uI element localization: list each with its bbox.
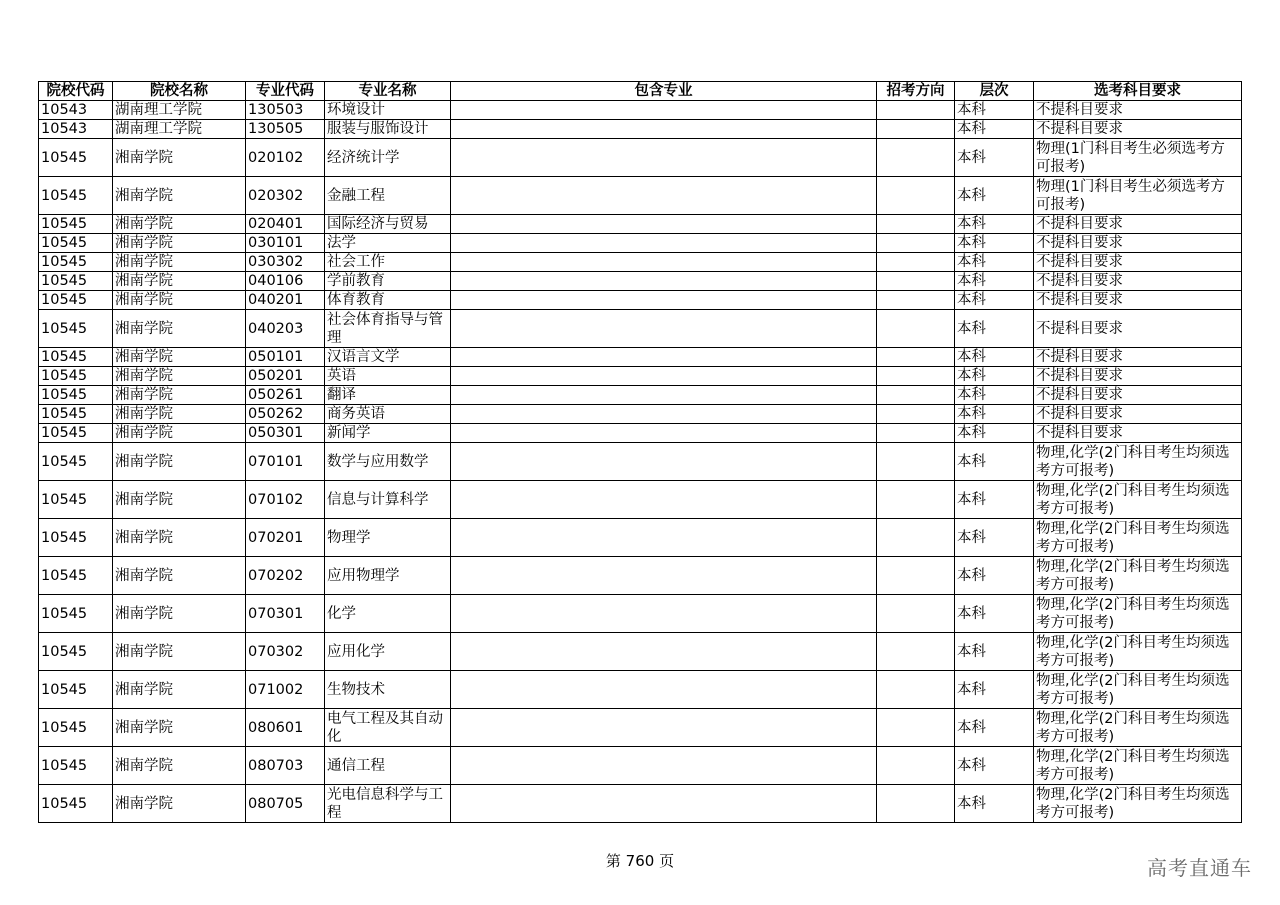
cell-major-name: 应用化学 bbox=[325, 633, 451, 671]
cell-major-code: 020401 bbox=[246, 215, 325, 234]
cell-level: 本科 bbox=[955, 386, 1034, 405]
cell-included-majors bbox=[451, 405, 877, 424]
cell-major-name: 商务英语 bbox=[325, 405, 451, 424]
cell-included-majors bbox=[451, 424, 877, 443]
cell-major-code: 070302 bbox=[246, 633, 325, 671]
table-row bbox=[39, 367, 1242, 386]
table-row bbox=[39, 348, 1242, 367]
cell-subject-requirement: 不提科目要求 bbox=[1034, 234, 1242, 253]
cell-school-code: 10545 bbox=[39, 367, 113, 386]
cell-direction bbox=[877, 405, 955, 424]
cell-level: 本科 bbox=[955, 671, 1034, 709]
cell-school-code: 10545 bbox=[39, 785, 113, 823]
cell-subject-requirement: 物理,化学(2门科目考生均须选考方可报考) bbox=[1034, 595, 1242, 633]
cell-subject-requirement: 不提科目要求 bbox=[1034, 367, 1242, 386]
cell-school-name: 湘南学院 bbox=[113, 633, 246, 671]
admissions-table bbox=[38, 81, 1242, 823]
cell-included-majors bbox=[451, 272, 877, 291]
header-major-code: 专业代码 bbox=[246, 82, 325, 101]
cell-major-name: 体育教育 bbox=[325, 291, 451, 310]
cell-school-name: 湘南学院 bbox=[113, 785, 246, 823]
cell-school-name: 湘南学院 bbox=[113, 443, 246, 481]
cell-school-name: 湘南学院 bbox=[113, 424, 246, 443]
cell-school-name: 湘南学院 bbox=[113, 709, 246, 747]
cell-direction bbox=[877, 519, 955, 557]
cell-included-majors bbox=[451, 120, 877, 139]
cell-included-majors bbox=[451, 785, 877, 823]
cell-subject-requirement: 物理,化学(2门科目考生均须选考方可报考) bbox=[1034, 671, 1242, 709]
cell-included-majors bbox=[451, 253, 877, 272]
watermark: 高考直通车 bbox=[1147, 856, 1252, 880]
header-subject-requirement: 选考科目要求 bbox=[1034, 82, 1242, 101]
cell-subject-requirement: 不提科目要求 bbox=[1034, 348, 1242, 367]
cell-direction bbox=[877, 481, 955, 519]
cell-level: 本科 bbox=[955, 234, 1034, 253]
cell-school-code: 10545 bbox=[39, 519, 113, 557]
cell-direction bbox=[877, 367, 955, 386]
cell-level: 本科 bbox=[955, 557, 1034, 595]
cell-major-code: 070102 bbox=[246, 481, 325, 519]
cell-school-name: 湖南理工学院 bbox=[113, 120, 246, 139]
cell-major-code: 070301 bbox=[246, 595, 325, 633]
table-row bbox=[39, 443, 1242, 481]
cell-level: 本科 bbox=[955, 120, 1034, 139]
cell-included-majors bbox=[451, 557, 877, 595]
page-number: 第 760 页 bbox=[605, 852, 675, 870]
cell-major-name: 翻译 bbox=[325, 386, 451, 405]
cell-level: 本科 bbox=[955, 310, 1034, 348]
cell-school-name: 湘南学院 bbox=[113, 310, 246, 348]
cell-major-code: 050261 bbox=[246, 386, 325, 405]
cell-school-code: 10543 bbox=[39, 120, 113, 139]
table-row bbox=[39, 785, 1242, 823]
cell-included-majors bbox=[451, 481, 877, 519]
cell-direction bbox=[877, 291, 955, 310]
table-row bbox=[39, 310, 1242, 348]
cell-major-name: 信息与计算科学 bbox=[325, 481, 451, 519]
cell-major-name: 经济统计学 bbox=[325, 139, 451, 177]
cell-level: 本科 bbox=[955, 595, 1034, 633]
table-row bbox=[39, 291, 1242, 310]
cell-included-majors bbox=[451, 139, 877, 177]
cell-level: 本科 bbox=[955, 405, 1034, 424]
cell-major-code: 071002 bbox=[246, 671, 325, 709]
table-row bbox=[39, 633, 1242, 671]
cell-school-name: 湘南学院 bbox=[113, 291, 246, 310]
cell-school-name: 湘南学院 bbox=[113, 595, 246, 633]
cell-school-code: 10545 bbox=[39, 747, 113, 785]
cell-subject-requirement: 不提科目要求 bbox=[1034, 120, 1242, 139]
cell-school-name: 湘南学院 bbox=[113, 405, 246, 424]
header-level: 层次 bbox=[955, 82, 1034, 101]
cell-school-code: 10545 bbox=[39, 310, 113, 348]
table-row bbox=[39, 139, 1242, 177]
cell-school-name: 湘南学院 bbox=[113, 386, 246, 405]
cell-school-name: 湘南学院 bbox=[113, 519, 246, 557]
cell-major-code: 130503 bbox=[246, 101, 325, 120]
cell-school-code: 10545 bbox=[39, 443, 113, 481]
cell-subject-requirement: 不提科目要求 bbox=[1034, 291, 1242, 310]
cell-major-code: 020302 bbox=[246, 177, 325, 215]
header-major-name: 专业名称 bbox=[325, 82, 451, 101]
cell-school-name: 湘南学院 bbox=[113, 215, 246, 234]
cell-subject-requirement: 物理,化学(2门科目考生均须选考方可报考) bbox=[1034, 519, 1242, 557]
cell-direction bbox=[877, 101, 955, 120]
cell-subject-requirement: 不提科目要求 bbox=[1034, 272, 1242, 291]
cell-major-code: 030302 bbox=[246, 253, 325, 272]
cell-subject-requirement: 物理,化学(2门科目考生均须选考方可报考) bbox=[1034, 557, 1242, 595]
table-row bbox=[39, 215, 1242, 234]
table-row bbox=[39, 481, 1242, 519]
table-row bbox=[39, 709, 1242, 747]
cell-level: 本科 bbox=[955, 747, 1034, 785]
cell-school-name: 湘南学院 bbox=[113, 253, 246, 272]
cell-school-code: 10545 bbox=[39, 405, 113, 424]
cell-major-code: 070202 bbox=[246, 557, 325, 595]
cell-major-name: 电气工程及其自动化 bbox=[325, 709, 451, 747]
cell-level: 本科 bbox=[955, 101, 1034, 120]
cell-subject-requirement: 不提科目要求 bbox=[1034, 310, 1242, 348]
cell-included-majors bbox=[451, 291, 877, 310]
cell-level: 本科 bbox=[955, 291, 1034, 310]
cell-school-name: 湘南学院 bbox=[113, 177, 246, 215]
cell-major-code: 080601 bbox=[246, 709, 325, 747]
cell-included-majors bbox=[451, 633, 877, 671]
cell-major-code: 080703 bbox=[246, 747, 325, 785]
cell-major-code: 020102 bbox=[246, 139, 325, 177]
cell-major-code: 050101 bbox=[246, 348, 325, 367]
cell-included-majors bbox=[451, 101, 877, 120]
cell-school-code: 10545 bbox=[39, 557, 113, 595]
cell-level: 本科 bbox=[955, 253, 1034, 272]
cell-direction bbox=[877, 709, 955, 747]
cell-direction bbox=[877, 234, 955, 253]
cell-direction bbox=[877, 120, 955, 139]
table-row bbox=[39, 405, 1242, 424]
cell-major-name: 化学 bbox=[325, 595, 451, 633]
cell-level: 本科 bbox=[955, 785, 1034, 823]
cell-subject-requirement: 不提科目要求 bbox=[1034, 253, 1242, 272]
cell-major-code: 040203 bbox=[246, 310, 325, 348]
cell-major-code: 070201 bbox=[246, 519, 325, 557]
cell-subject-requirement: 物理,化学(2门科目考生均须选考方可报考) bbox=[1034, 785, 1242, 823]
cell-subject-requirement: 不提科目要求 bbox=[1034, 101, 1242, 120]
cell-school-code: 10545 bbox=[39, 386, 113, 405]
cell-level: 本科 bbox=[955, 215, 1034, 234]
cell-school-name: 湘南学院 bbox=[113, 367, 246, 386]
cell-school-name: 湘南学院 bbox=[113, 139, 246, 177]
cell-included-majors bbox=[451, 519, 877, 557]
table-row bbox=[39, 424, 1242, 443]
table-row bbox=[39, 120, 1242, 139]
table-row bbox=[39, 671, 1242, 709]
cell-school-name: 湘南学院 bbox=[113, 481, 246, 519]
cell-school-code: 10545 bbox=[39, 177, 113, 215]
cell-included-majors bbox=[451, 348, 877, 367]
cell-major-name: 新闻学 bbox=[325, 424, 451, 443]
cell-included-majors bbox=[451, 671, 877, 709]
cell-direction bbox=[877, 747, 955, 785]
table-row bbox=[39, 747, 1242, 785]
cell-level: 本科 bbox=[955, 367, 1034, 386]
table-row bbox=[39, 519, 1242, 557]
cell-direction bbox=[877, 348, 955, 367]
cell-included-majors bbox=[451, 310, 877, 348]
cell-school-code: 10545 bbox=[39, 139, 113, 177]
cell-included-majors bbox=[451, 367, 877, 386]
table-row bbox=[39, 557, 1242, 595]
cell-major-name: 数学与应用数学 bbox=[325, 443, 451, 481]
cell-direction bbox=[877, 557, 955, 595]
cell-school-code: 10545 bbox=[39, 272, 113, 291]
cell-level: 本科 bbox=[955, 481, 1034, 519]
cell-major-name: 法学 bbox=[325, 234, 451, 253]
cell-included-majors bbox=[451, 215, 877, 234]
cell-major-code: 130505 bbox=[246, 120, 325, 139]
cell-major-code: 030101 bbox=[246, 234, 325, 253]
cell-subject-requirement: 物理(1门科目考生必须选考方可报考) bbox=[1034, 139, 1242, 177]
cell-level: 本科 bbox=[955, 272, 1034, 291]
cell-level: 本科 bbox=[955, 519, 1034, 557]
cell-school-code: 10545 bbox=[39, 671, 113, 709]
cell-level: 本科 bbox=[955, 348, 1034, 367]
cell-direction bbox=[877, 443, 955, 481]
cell-school-code: 10543 bbox=[39, 101, 113, 120]
cell-major-name: 通信工程 bbox=[325, 747, 451, 785]
cell-major-code: 050201 bbox=[246, 367, 325, 386]
cell-school-code: 10545 bbox=[39, 709, 113, 747]
cell-level: 本科 bbox=[955, 709, 1034, 747]
cell-included-majors bbox=[451, 386, 877, 405]
cell-direction bbox=[877, 253, 955, 272]
cell-school-name: 湘南学院 bbox=[113, 747, 246, 785]
cell-included-majors bbox=[451, 747, 877, 785]
cell-school-name: 湘南学院 bbox=[113, 671, 246, 709]
cell-school-name: 湖南理工学院 bbox=[113, 101, 246, 120]
cell-school-name: 湘南学院 bbox=[113, 557, 246, 595]
cell-school-code: 10545 bbox=[39, 291, 113, 310]
cell-level: 本科 bbox=[955, 424, 1034, 443]
cell-subject-requirement: 物理,化学(2门科目考生均须选考方可报考) bbox=[1034, 443, 1242, 481]
cell-major-name: 应用物理学 bbox=[325, 557, 451, 595]
cell-major-name: 社会体育指导与管理 bbox=[325, 310, 451, 348]
header-row bbox=[39, 82, 1242, 101]
cell-direction bbox=[877, 424, 955, 443]
cell-major-code: 080705 bbox=[246, 785, 325, 823]
cell-major-name: 金融工程 bbox=[325, 177, 451, 215]
table-row bbox=[39, 234, 1242, 253]
cell-school-code: 10545 bbox=[39, 253, 113, 272]
cell-level: 本科 bbox=[955, 177, 1034, 215]
cell-included-majors bbox=[451, 595, 877, 633]
table-row bbox=[39, 386, 1242, 405]
cell-major-name: 英语 bbox=[325, 367, 451, 386]
cell-direction bbox=[877, 386, 955, 405]
cell-major-name: 生物技术 bbox=[325, 671, 451, 709]
cell-major-name: 学前教育 bbox=[325, 272, 451, 291]
cell-school-code: 10545 bbox=[39, 595, 113, 633]
cell-direction bbox=[877, 177, 955, 215]
cell-school-code: 10545 bbox=[39, 215, 113, 234]
header-school-name: 院校名称 bbox=[113, 82, 246, 101]
cell-subject-requirement: 不提科目要求 bbox=[1034, 386, 1242, 405]
cell-major-code: 040201 bbox=[246, 291, 325, 310]
cell-major-code: 050262 bbox=[246, 405, 325, 424]
cell-major-name: 物理学 bbox=[325, 519, 451, 557]
header-included-majors: 包含专业 bbox=[451, 82, 877, 101]
cell-major-name: 社会工作 bbox=[325, 253, 451, 272]
cell-direction bbox=[877, 785, 955, 823]
cell-direction bbox=[877, 139, 955, 177]
cell-subject-requirement: 物理,化学(2门科目考生均须选考方可报考) bbox=[1034, 633, 1242, 671]
cell-included-majors bbox=[451, 443, 877, 481]
cell-major-name: 汉语言文学 bbox=[325, 348, 451, 367]
table-body bbox=[39, 101, 1242, 823]
cell-direction bbox=[877, 272, 955, 291]
cell-subject-requirement: 物理,化学(2门科目考生均须选考方可报考) bbox=[1034, 481, 1242, 519]
table-row bbox=[39, 272, 1242, 291]
cell-subject-requirement: 物理(1门科目考生必须选考方可报考) bbox=[1034, 177, 1242, 215]
table-row bbox=[39, 177, 1242, 215]
header-school-code: 院校代码 bbox=[39, 82, 113, 101]
cell-major-code: 040106 bbox=[246, 272, 325, 291]
cell-school-code: 10545 bbox=[39, 234, 113, 253]
cell-direction bbox=[877, 595, 955, 633]
cell-subject-requirement: 不提科目要求 bbox=[1034, 405, 1242, 424]
cell-subject-requirement: 不提科目要求 bbox=[1034, 424, 1242, 443]
cell-included-majors bbox=[451, 709, 877, 747]
cell-school-code: 10545 bbox=[39, 481, 113, 519]
cell-level: 本科 bbox=[955, 633, 1034, 671]
cell-direction bbox=[877, 215, 955, 234]
cell-school-name: 湘南学院 bbox=[113, 348, 246, 367]
cell-subject-requirement: 物理,化学(2门科目考生均须选考方可报考) bbox=[1034, 747, 1242, 785]
cell-major-code: 050301 bbox=[246, 424, 325, 443]
table-row bbox=[39, 595, 1242, 633]
cell-major-name: 国际经济与贸易 bbox=[325, 215, 451, 234]
cell-direction bbox=[877, 633, 955, 671]
cell-direction bbox=[877, 671, 955, 709]
cell-major-name: 环境设计 bbox=[325, 101, 451, 120]
cell-direction bbox=[877, 310, 955, 348]
cell-subject-requirement: 物理,化学(2门科目考生均须选考方可报考) bbox=[1034, 709, 1242, 747]
cell-level: 本科 bbox=[955, 443, 1034, 481]
cell-school-name: 湘南学院 bbox=[113, 234, 246, 253]
cell-school-code: 10545 bbox=[39, 633, 113, 671]
cell-major-code: 070101 bbox=[246, 443, 325, 481]
cell-included-majors bbox=[451, 234, 877, 253]
cell-level: 本科 bbox=[955, 139, 1034, 177]
cell-school-code: 10545 bbox=[39, 348, 113, 367]
table-row bbox=[39, 101, 1242, 120]
cell-included-majors bbox=[451, 177, 877, 215]
cell-major-name: 服装与服饰设计 bbox=[325, 120, 451, 139]
cell-major-name: 光电信息科学与工程 bbox=[325, 785, 451, 823]
header-direction: 招考方向 bbox=[877, 82, 955, 101]
table-row bbox=[39, 253, 1242, 272]
cell-school-code: 10545 bbox=[39, 424, 113, 443]
cell-subject-requirement: 不提科目要求 bbox=[1034, 215, 1242, 234]
cell-school-name: 湘南学院 bbox=[113, 272, 246, 291]
